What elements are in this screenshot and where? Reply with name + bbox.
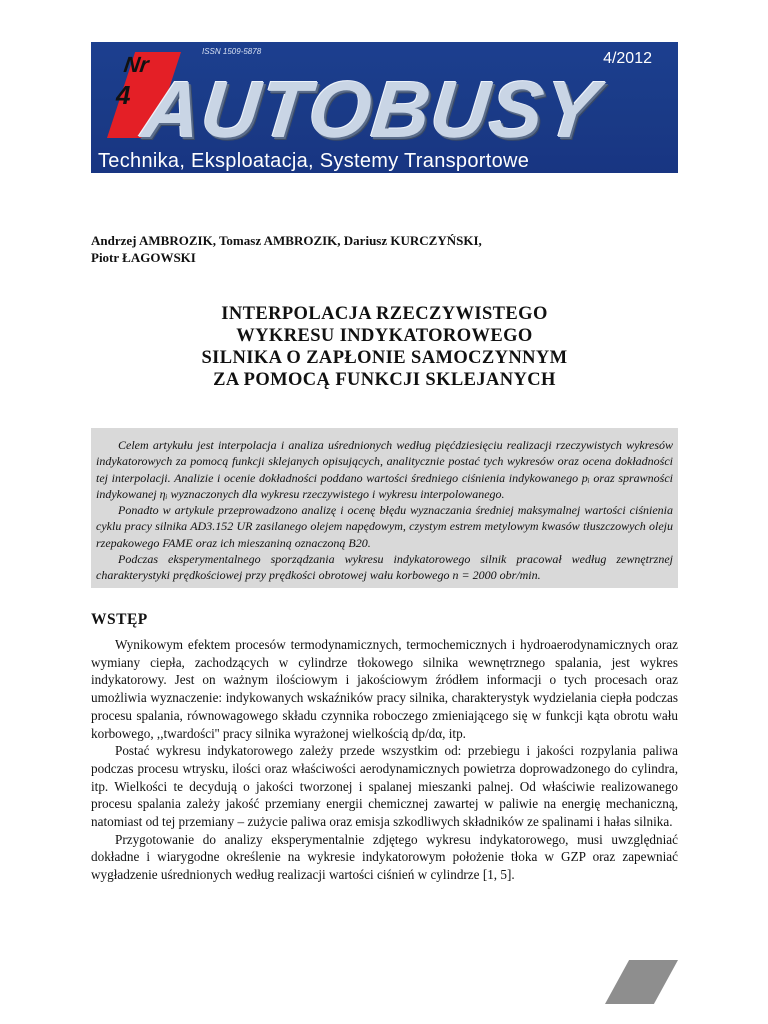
abstract-paragraph-2: Ponadto w artykule przeprowadzono analizę i ocenę błędu wyznaczania średniej maksymalnej wartości ciśnienia cyklu pracy silnika AD3.152 UR zasilanego olejem napędowym, czystym estrem metylowym kwasów tłuszczowych oleju rzepakowego FAME oraz ich mieszaniną oznaczoną B20.	[96, 503, 673, 550]
title-line-1: INTERPOLACJA RZECZYWISTEGO	[221, 304, 548, 324]
authors	[91, 232, 678, 266]
title-line-2: WYKRESU INDYKATOROWEGO	[236, 326, 533, 346]
section-heading: WSTĘP	[91, 611, 148, 628]
issue-date: 4/2012	[603, 50, 652, 67]
body-paragraph-2: Postać wykresu indykatorowego zależy przede wszystkim od: przebiegu i jakości rozpylania paliwa podczas procesu wtrysku, ilości oraz właściwości aerodynamicznych powietrza doprowadzonego do cylindra, itp. Wielkości te decydują o jakości tworzonej i spalanej mieszanki palnej. Od właściwie realizowanego procesu spalania zależy jakość przemiany energii chemicznej zawartej w paliwie na energię mechaniczną, natomiast od tej przemiany – zużycie paliwa oraz emisja szkodliwych składników ze spalinami i hałas silnika.	[91, 743, 678, 830]
paper-title	[91, 303, 678, 391]
issue-number-value: 4	[116, 80, 131, 110]
issue-number-label: Nr	[122, 52, 151, 77]
issn-text: ISSN 1509-5878	[202, 47, 262, 56]
journal-subtitle: Technika, Eksploatacja, Systemy Transportowe	[98, 150, 530, 172]
page-corner-decoration	[605, 960, 678, 1004]
title-line-3: SILNIKA O ZAPŁONIE SAMOCZYNNYM	[201, 348, 568, 368]
body-paragraph-1: Wynikowym efektem procesów termodynamicznych, termochemicznych i hydroaerodynamicznych oraz wymiany ciepła, zachodzących w cylindrze tłokowego silnika wewnętrznego spalania, jest wykres indykatorowy. Jest on ważnym ilościowym i jakościowym źródłem informacji o tych procesach oraz umożliwia wyznaczenie: indykowanych wskaźników pracy silnika, charakterystyk wydzielania ciepła podczas procesu spalania, równowagowego składu czynnika roboczego zmieniającego się w funkcji kąta obrotu wału korbowego, ,,twardości'' pracy silnika wyrażonej wielkością dp/dα, itp.	[91, 637, 678, 741]
section-body	[91, 636, 678, 884]
authors-line-2: Piotr ŁAGOWSKI	[91, 250, 196, 265]
abstract-paragraph-3: Podczas eksperymentalnego sporządzania wykresu indykatorowego silnik pracował według zewnętrznej charakterystyki prędkościowej przy prędkości obrotowej wału korbowego n = 2000 obr/min.	[96, 552, 673, 583]
title-line-4: ZA POMOCĄ FUNKCJI SKLEJANYCH	[213, 370, 556, 390]
body-paragraph-3: Przygotowanie do analizy eksperymentalnie zdjętego wykresu indykatorowego, musi uwzględniać dokładne i wiarygodne określenie na wykresie indykatorowym położenie tłoka w GZP oraz zapewniać wygładzenie uśrednionych według realizacji wartości ciśnień w cylindrze [1, 5].	[91, 831, 678, 883]
journal-title: AUTOBUSY	[138, 65, 604, 154]
abstract-box	[91, 428, 678, 588]
authors-line-1: Andrzej AMBROZIK, Tomasz AMBROZIK, Dariusz KURCZYŃSKI,	[91, 233, 482, 248]
abstract-paragraph-1: Celem artykułu jest interpolacja i analiza uśrednionych według pięćdziesięciu realizacji rzeczywistych wykresów indykatorowych za pomocą funkcji sklejanych opisujących, analitycznie postać tych wykresów oraz ocena dokładności tej interpolacji. Analizie i ocenie dokładności poddano wartości średniego ciśnienia indykowanego pᵢ oraz sprawności indykowanej ηᵢ wyznaczonych dla wykresu rzeczywistego i wykresu interpolowanego.	[96, 438, 673, 501]
journal-banner	[91, 42, 678, 173]
